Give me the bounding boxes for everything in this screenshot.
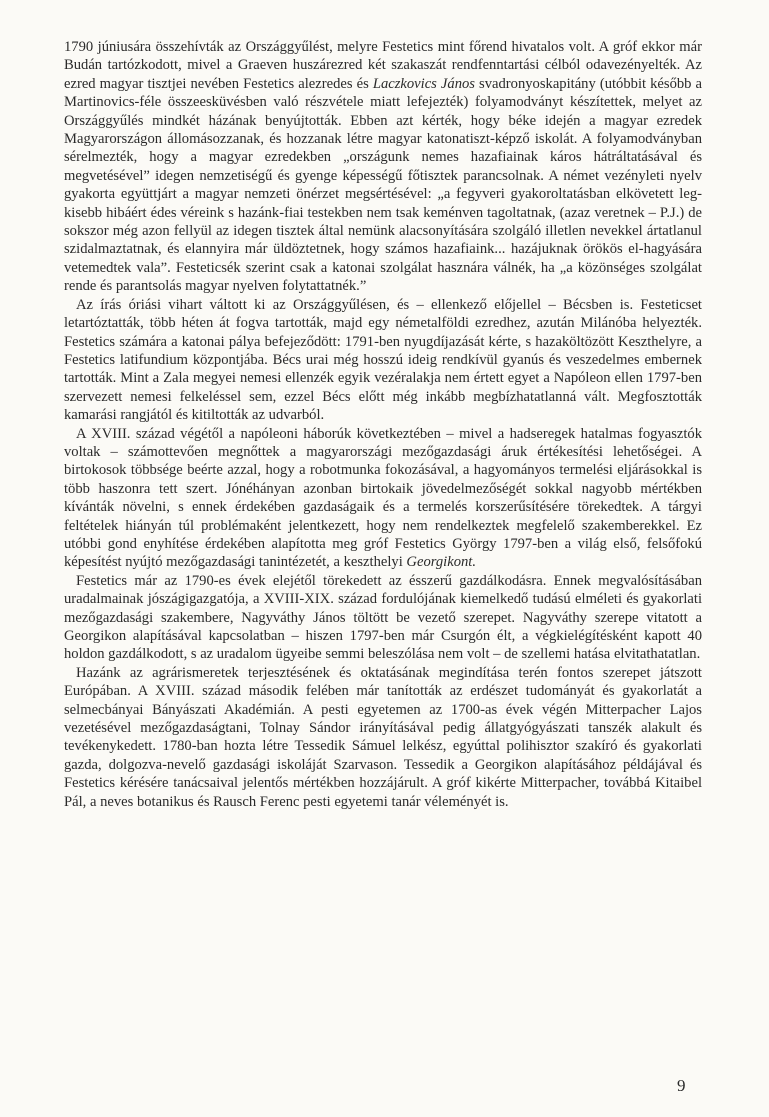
text-run: A XVIII. század végétől a napóleoni háborúk következtében – mivel a hadseregek hatalmas fogyasztók voltak – számottevően megnőttek a magyarországi mezőgazdasági áruk értékesítési lehetőségei. A birtokosok többsége beérte azzal, hogy a robotmunka fokozásával, a hagyományos termelési eljárásokkal is több haszonra tett szert. Jónéhányan azonban birtokaik jövedelmezőségét sokkal nagyobb mértékben kívánták növelni, s ennek érdekében gazdaságaik és a termelés korszerűsítésére törekedtek. A tárgyi feltételek hiányán túl problémaként jelentkezett, hogy nem rendelkeztek megfelelő szakemberekkel. Ez utóbbi gond enyhítése érdekében alapította meg gróf Festetics György 1797-ben a világ első, felsőfokú képesítést nyújtó mezőgazdasági tanintézetét, a keszthelyi bbox=[64, 425, 702, 571]
paragraph bbox=[64, 425, 702, 572]
paragraph bbox=[64, 38, 702, 296]
paragraph bbox=[64, 296, 702, 425]
paragraph bbox=[64, 572, 702, 664]
text-run: Festetics már az 1790-es évek elejétől törekedett az ésszerű gazdálkodásra. Ennek megvalósításában uradalmainak jószágigazgatója, a XVIII-XIX. század fordulójának kiemelkedő tudású elméleti és gyakorlati mezőgazdasági szakembere, Nagyváthy János töltött be vezető szerepet. Nagyváthy szerepe vitatott a Georgikon alapításával kapcsolatban – hiszen 1797-ben már Csurgón élt, a végkielégítésként kapott 40 holdon gazdálkodott, s az uradalom ügyeibe semmi beleszólása nem volt – de szellemi hatása elvitathatatlan. bbox=[64, 572, 702, 663]
text-run: 1790 júniusára összehívták az Országgyűlést, melyre Festetics mint főrend hivatalos volt. A gróf ekkor már Budán tartózkodott, mivel a Graeven huszárezred két szakaszát rendfenntartási célból odavezényelték. Az ezred magyar tisztjei nevében Festetics alezredes és bbox=[64, 39, 702, 92]
text-run: svadronyoskapitány (utóbbit később a Martinovics-féle összeesküvésben való részvétele miatt lefejezték) folyamodványt készítettek, melyet az Országgyűlés mindkét házának benyújtották. Ebben azt kérték, hogy béke idején a magyar ezredek Magyarországon állomásozzanak, és hozzanak létre magyar katonatiszt-képző iskolát. A folyamodványban sérelmezték, hogy a magyar ezredekben „országunk nemes hazafiainak káros hátráltatásával és megvetésével” idegen nemzetiségű és gyenge képességű főtisztek parancsolnak. A német vezényleti nyelv gyakorta együttjárt a magyar nemzeti önérzet megsértésével: „a fegyveri gyakoroltatásban elkövetett leg-kisebb hibáért édes véreink s hazánk-fiai testekben nem tsak keménven tagoltatnak, (azaz veretnek – P.J.) de sokszor még azon fellyül az idegen tisztek által nemünk alacsonyítására szolgáló illetlen nevekkel ártatlanul szidalmaztatnak, és elannyira már üldöztetnek, hogy számos hazafiaink... hazájuknak örökös el-hagyására vetemedtek vala”. Festeticsék szerint csak a katonai szolgálat hasznára válnék, ha „a közönséges szolgálat rende és parantsolás magyar nyelven folytattatnék.” bbox=[64, 75, 703, 295]
page-number: 9 bbox=[677, 1076, 686, 1095]
paragraph bbox=[64, 664, 702, 811]
person-name: Laczkovics János bbox=[372, 75, 475, 92]
text-run: Hazánk az agrárismeretek terjesztésének és oktatásának megindítása terén fontos szerepet játszott Európában. A XVIII. század második felében már tanították az erdészet tudományát és gyakorlatát a selmecbányai Bányászati Akadémián. A pesti egyetemen az 1700-as évek végén Mitterpacher Lajos vezetésével mezőgazdaságtani, Tolnay Sándor irányításával pedig állatgyógyászati tanszék alakult és tevékenykedett. 1780-ban hozta létre Tessedik Sámuel lelkész, egyúttal polihisztor szakíró és gyakorlati gazda, dolgozva-nevelő gazdasági iskoláját Szarvason. Tessedik a Georgikon alapításához példájával és Festetics kérésére tanácsaival jelentős mértékben hozzájárult. A gróf kikérte Mitterpacher, továbbá Kitaibel Pál, a neves botanikus és Rausch Ferenc pesti egyetemi tanár véleményét is. bbox=[64, 664, 702, 810]
page-text bbox=[64, 38, 702, 811]
text-run: Az írás óriási vihart váltott ki az Országgyűlésen, és – ellenkező előjellel – Bécsben is. Festeticset letartóztatták, több héten át fogva tartották, majd egy németalföldi ezredhez, azután Milánóba helyezték. Festetics számára a katonai pálya befejeződött: 1791-ben nyugdíjazását kérte, s hazaköltözött Keszthelyre, a Festetics latifundium központjába. Bécs urai még hosszú ideig rendkívül gyanús és veszedelmes embernek tartották. Mint a Zala megyei nemesi ellenzék egyik vezéralakja nem értett egyet a Napóleon ellen 1797-ben szervezett nemesi felkeléssel sem, ezzel Bécs előtt még inkább megbízhatatlanná vált. Megfosztották kamarási rangjától és kitiltották az udvarból. bbox=[64, 296, 702, 424]
institution-name: Georgikont. bbox=[406, 554, 476, 571]
